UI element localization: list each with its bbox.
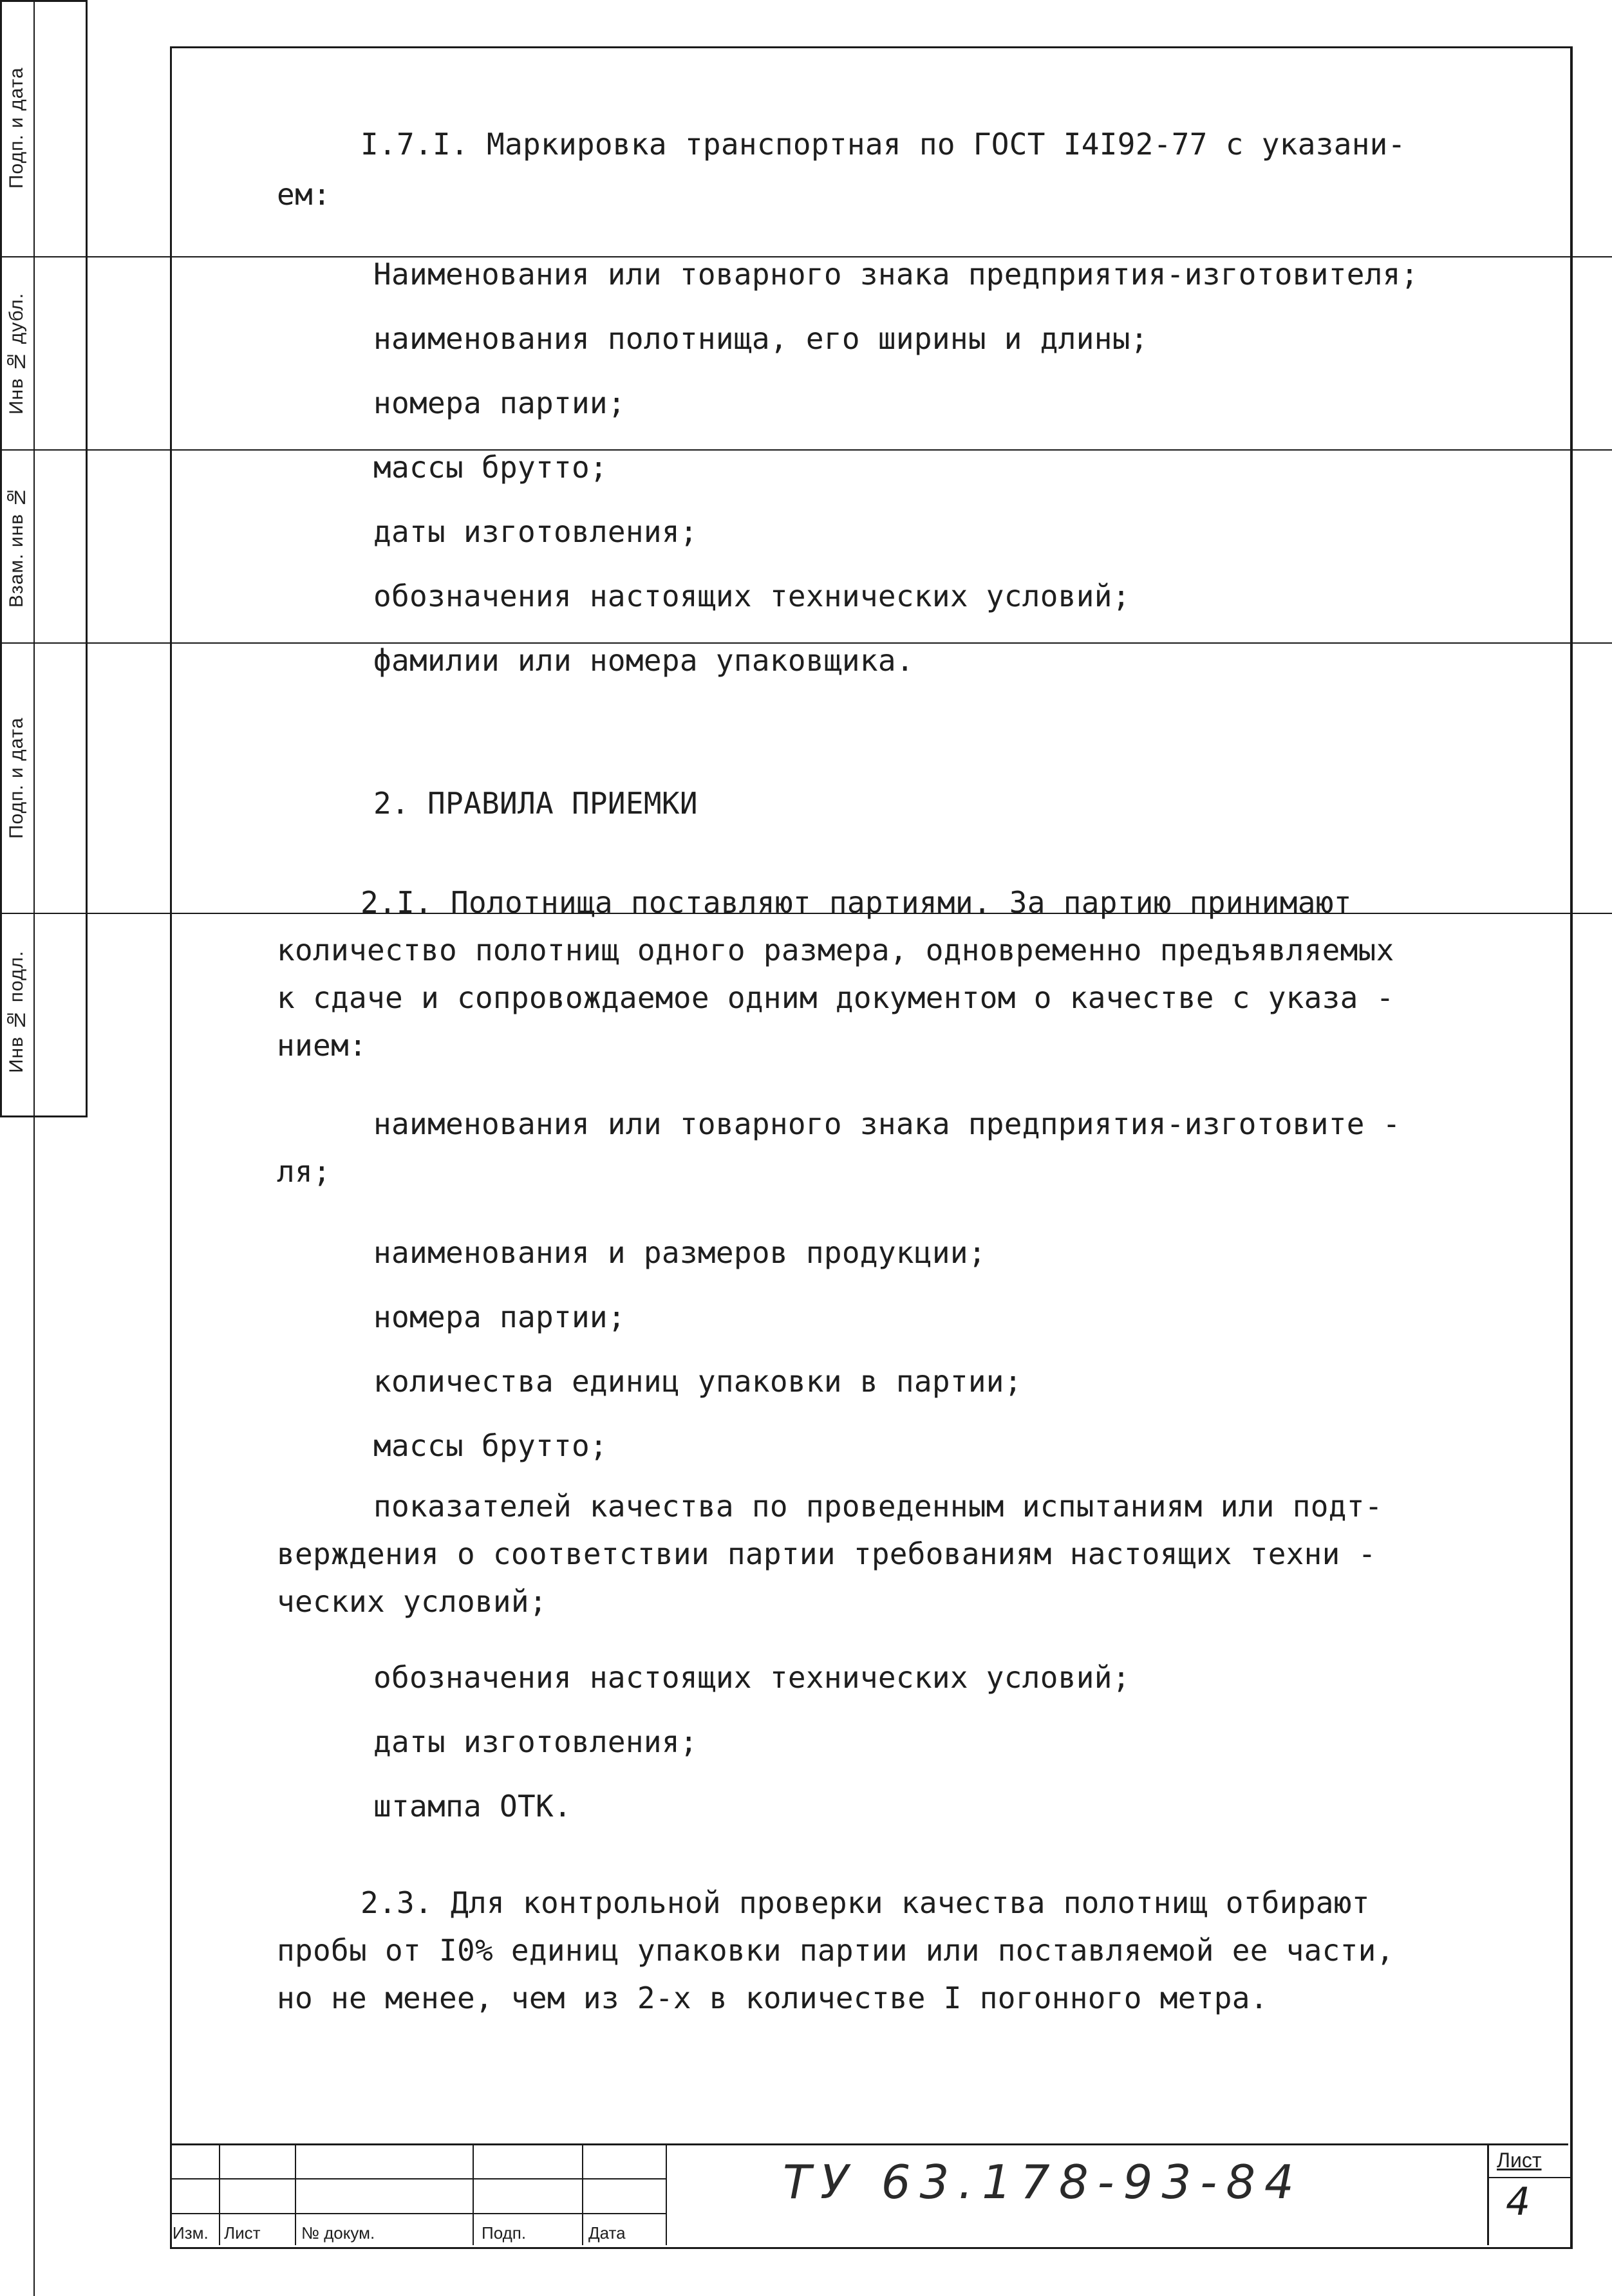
grid-line xyxy=(295,2143,296,2245)
acceptance-item: штампа ОТК. xyxy=(373,1789,572,1824)
marking-item: даты изготовления; xyxy=(373,514,698,549)
sheet-label: Лист xyxy=(1497,2149,1542,2172)
marking-item: обозначения настоящих технических условий; xyxy=(373,579,1130,613)
margin-label: Инв № подл. xyxy=(6,950,27,1074)
acceptance-item: обозначения настоящих технических условий; xyxy=(373,1660,1130,1695)
column-label-change: Изм. xyxy=(173,2223,209,2243)
column-label-doc-number: № докум. xyxy=(301,2223,375,2243)
column-label-signature: Подп. xyxy=(482,2223,527,2243)
margin-label: Инв № дубл. xyxy=(6,292,27,415)
acceptance-item: наименования или товарного знака предприятия-изготовите - xyxy=(373,1106,1401,1141)
clause-1-7-1-heading: I.7.I. Маркировка транспортная по ГОСТ I4I92-77 с указани- xyxy=(361,127,1406,162)
grid-line xyxy=(582,2143,583,2245)
acceptance-item: даты изготовления; xyxy=(373,1724,698,1759)
clause-2-3: 2.3. Для контрольной проверки качества полотнищ отбирают xyxy=(361,1885,1370,1920)
margin-label: Взам. инв № xyxy=(6,485,27,608)
sheet-number: 4 xyxy=(1506,2179,1531,2225)
acceptance-item-cont: ля; xyxy=(277,1154,331,1189)
acceptance-item-cont: верждения о соответствии партии требованиям настоящих техни - xyxy=(277,1536,1376,1571)
clause-2-1-line: нием: xyxy=(277,1028,367,1063)
clause-2-3-line: пробы от I0% единиц упаковки партии или поставляемой ее части, xyxy=(277,1933,1394,1968)
title-block-sheet-cell xyxy=(1487,2143,1570,2245)
clause-2-1: 2.I. Полотнища поставляют партиями. За партию принимают xyxy=(361,885,1352,920)
marking-item: массы брутто; xyxy=(373,450,608,485)
clause-2-1-line: к сдаче и сопровождаемое одним документом о качестве с указа - xyxy=(277,980,1394,1015)
acceptance-item-cont: ческих условий; xyxy=(277,1584,547,1619)
margin-cell-sign-date-2 xyxy=(0,644,1612,914)
margin-cell-orig-inv xyxy=(0,914,1612,1110)
marking-item: номера партии; xyxy=(373,386,626,420)
clause-1-7-1-heading-cont: ем: xyxy=(277,177,331,212)
margin-stamp xyxy=(0,0,88,1117)
marking-item: фамилии или номера упаковщика. xyxy=(373,643,914,678)
document-code: ТУ 63.178-93-84 xyxy=(783,2155,1303,2209)
column-label-sheet: Лист xyxy=(224,2223,261,2243)
grid-line xyxy=(170,2213,666,2214)
acceptance-item: показателей качества по проведенным испытаниям или подт- xyxy=(373,1489,1383,1524)
grid-line xyxy=(219,2143,220,2245)
acceptance-item: количества единиц упаковки в партии; xyxy=(373,1364,1022,1399)
marking-item: наименования полотнища, его ширины и длины; xyxy=(373,321,1148,356)
margin-cell-dup-inv xyxy=(0,257,1612,451)
grid-line xyxy=(473,2143,474,2245)
column-label-date: Дата xyxy=(588,2223,626,2243)
acceptance-item: наименования и размеров продукции; xyxy=(373,1235,986,1270)
grid-line xyxy=(170,2178,666,2179)
acceptance-item: массы брутто; xyxy=(373,1428,608,1463)
margin-label: Подп. и дата xyxy=(6,67,27,189)
title-block-designation-cell xyxy=(666,2143,1488,2245)
margin-cell-replace-inv xyxy=(0,451,1612,644)
acceptance-item: номера партии; xyxy=(373,1300,626,1334)
clause-2-1-line: количество полотнищ одного размера, одновременно предъявляемых xyxy=(277,933,1394,967)
margin-label: Подп. и дата xyxy=(6,717,27,839)
sheet-divider xyxy=(1489,2177,1570,2178)
marking-item: Наименования или товарного знака предприятия-изготовителя; xyxy=(373,257,1419,292)
section-2-heading: 2. ПРАВИЛА ПРИЕМКИ xyxy=(373,786,698,821)
margin-cell-sign-date xyxy=(0,0,1612,257)
clause-2-3-line: но не менее, чем из 2-х в количестве I погонного метра. xyxy=(277,1981,1268,2015)
title-block-grid xyxy=(170,2143,666,2245)
